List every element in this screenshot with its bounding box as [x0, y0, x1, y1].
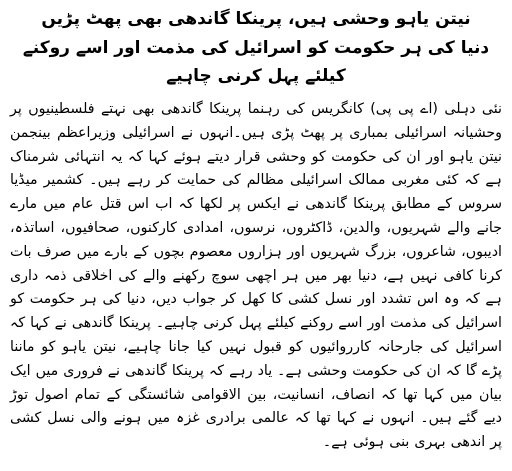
headline-main: نیتن یاہو وحشی ہیں، پرینکا گاندھی بھی پھٹ پڑیں [41, 9, 471, 29]
article-body: نئی دہلی (اے پی پی) کانگریس کی رہنما پرینکا گاندھی بھی نہتے فلسطینیوں پر وحشیانہ اسرائیلی بمباری پر پھٹ پڑی ہیں۔انہوں نے اسرائیلی وزیراعظم بینجمن نیتن یاہو اور ان کی حکومت کو وحشی قرار دیتے ہوئے کہا کہ یہ انتہائی شرمناک ہے کہ کئی مغربی ممالک اسرائیلی مظالم کی حمایت کر رہے ہیں۔ کشمیر میڈیا سروس کے مطابق پرینکا گاندھی نے ایکس پر لکھا کہ اب اس قتل عام میں مارے جانے والے شہریوں، والدین، ڈاکٹروں، نرسوں، امدادی کارکنوں، صحافیوں، اساتذہ، ادیبوں، شاعروں، بزرگ شہریوں اور ہزاروں معصوم بچوں کے بارے میں صرف بات کرنا کافی نہیں ہے، دنیا بھر میں ہر اچھی سوچ رکھنے والے کی اخلاقی ذمہ داری ہے کہ وہ اس تشدد اور نسل کشی کا کھل کر جواب دیں، دنیا کی ہر حکومت کو اسرائیل کی مذمت اور اسے روکنے کیلئے پہل کرنی چاہیے۔ پرینکا گاندھی نے کہا کہ اسرائیل کی جارحانہ کارروائیوں کو قبول نہیں کیا جانا چاہیے، نیتن یاہو کو ماننا پڑے گا کہ ان کی حکومت وحشی ہے۔ یاد رہے کہ پرینکا گاندھی نے فروری میں ایک بیان میں کہا تھا کہ انصاف، انسانیت، بین الاقوامی شائستگی کے تمام اصول توڑ دیے گئے ہیں۔ انہوں نے کہا تھا کہ عالمی برادری غزہ میں ہونے والی نسل کشی پر اندھی بہری بنی ہوئی ہے۔ [10, 101, 502, 451]
headline-block [10, 4, 502, 90]
headline-subtitle: دنیا کی ہر حکومت کو اسرائیل کی مذمت اور اسے روکنے کیلئے پہل کرنی چاہیے [22, 38, 490, 86]
